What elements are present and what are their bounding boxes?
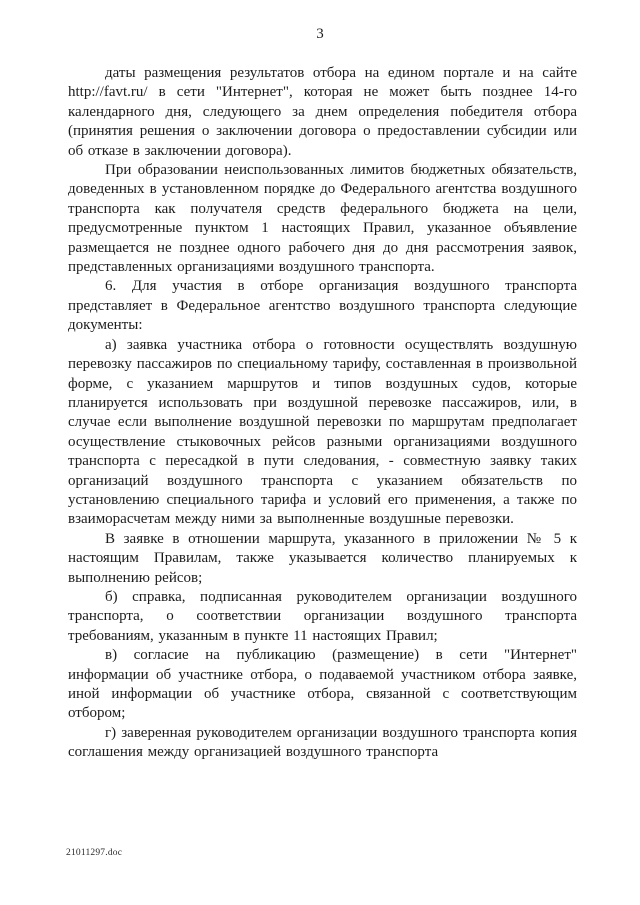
paragraph: В заявке в отношении маршрута, указанного в приложении № 5 к настоящим Правилам, также указывается количество планируемых к выполнению рейсов; [68, 530, 577, 586]
footer-filename: 21011297.doc [66, 848, 123, 858]
paragraph: а) заявка участника отбора о готовности осуществлять воздушную перевозку пассажиров по специальному тарифу, составленная в произвольной форме, с указанием маршрутов и типов воздушных судов, которые планируется использовать при воздушной перевозке пассажиров, или, в случае если выполнение воздушной перевозки по маршрутам предполагает осуществление стыковочных рейсов разными организациями воздушного транспорта с пересадкой в пути следования, - совместную заявку таких организаций воздушного транспорта с указанием обязательств по установлению специального тарифа и условий его применения, а также по взаиморасчетам между ними за выполненные воздушные перевозки. [68, 336, 577, 528]
paragraph: 6. Для участия в отборе организация воздушного транспорта представляет в Федеральное агентство воздушного транспорта следующие документы: [68, 278, 577, 334]
paragraph: При образовании неиспользованных лимитов бюджетных обязательств, доведенных в установленном порядке до Федерального агентства воздушного транспорта как получателя средств федерального бюджета на цели, предусмотренные пунктом 1 настоящих Правил, указанное объявление размещается не позднее одного рабочего дня до дня рассмотрения заявок, представленных организациями воздушного транспорта. [68, 162, 577, 276]
paragraph: даты размещения результатов отбора на едином портале и на сайте http://favt.ru/ в сети "Интернет", которая не может быть позднее 14-го календарного дня, следующего за днем определения победителя отбора (принятия решения о заключении договора о предоставлении субсидии или об отказе в заключении договора). [68, 65, 577, 159]
document-body [68, 64, 577, 763]
page-number: 3 [316, 26, 324, 42]
paragraph: б) справка, подписанная руководителем организации воздушного транспорта, о соответствии организации воздушного транспорта требованиям, указанным в пункте 11 настоящих Правил; [68, 588, 577, 644]
paragraph: г) заверенная руководителем организации воздушного транспорта копия соглашения между организацией воздушного транспорта [68, 724, 577, 761]
paragraph: в) согласие на публикацию (размещение) в сети "Интернет" информации об участнике отбора, о подаваемой участником отбора заявке, иной информации об участнике отбора, связанной с соответствующим отбором; [68, 647, 577, 722]
